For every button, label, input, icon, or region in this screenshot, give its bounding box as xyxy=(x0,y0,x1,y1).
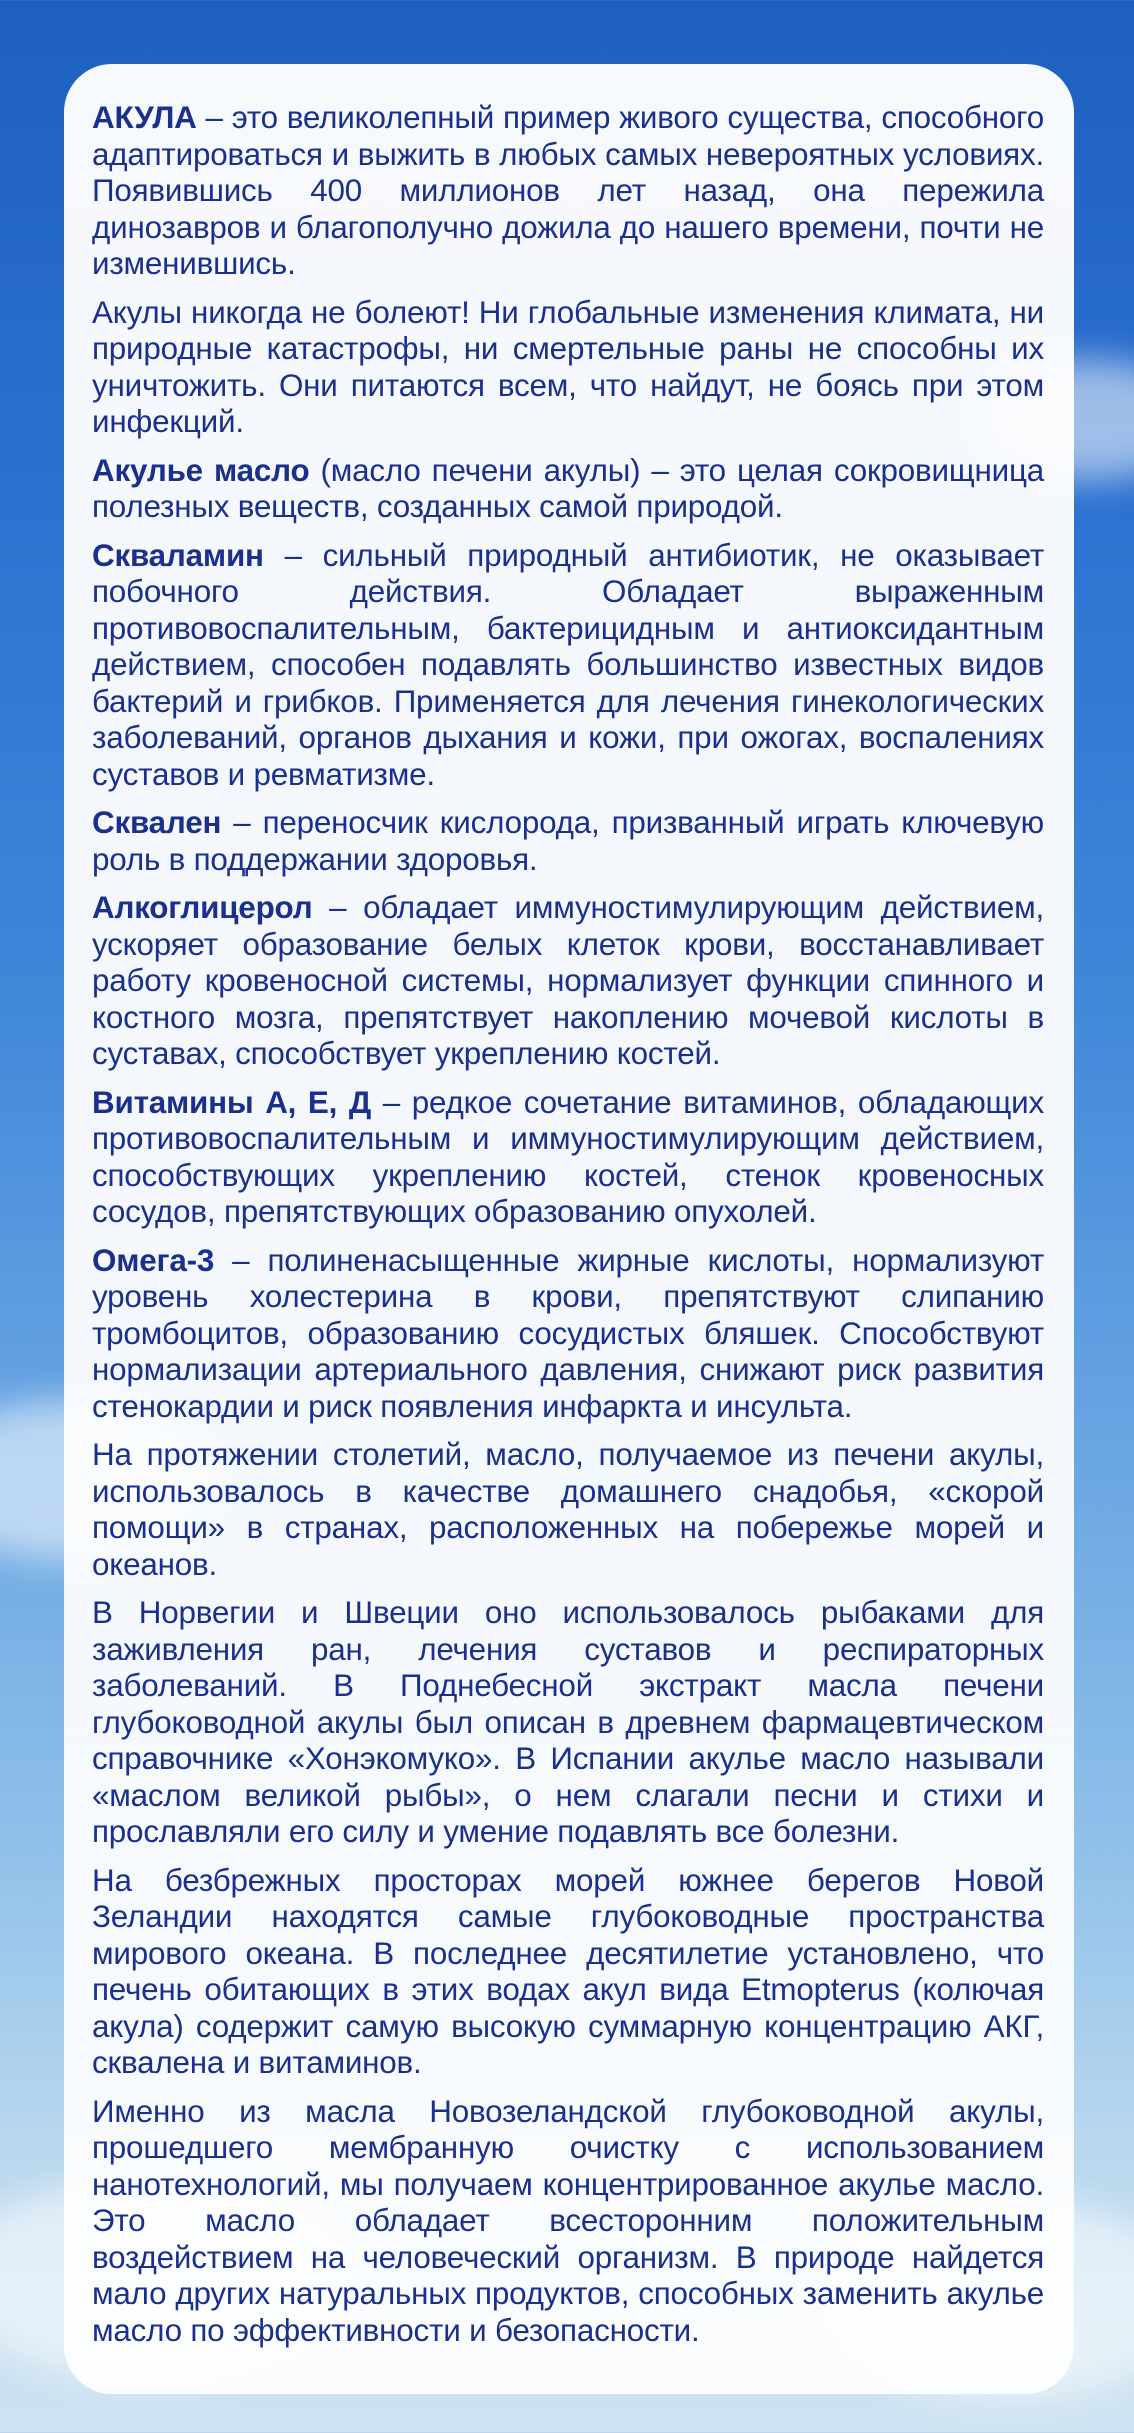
paragraph-lead: Скваламин xyxy=(92,537,264,573)
paragraph-lead: Алкоглицерол xyxy=(92,890,313,925)
paragraph-norway-sweden xyxy=(92,1595,1044,1851)
paragraph-text: – переносчик кислорода, призванный играть ключевую роль в поддержании здоровья. xyxy=(92,805,1044,877)
text-panel xyxy=(64,64,1074,2394)
paragraph-lead: АКУЛА xyxy=(92,100,197,135)
paragraph-lead: Акулье масло xyxy=(92,452,310,488)
paragraph-text: – сильный природный антибиотик, не оказывает побочного действия. Обладает выраженным противовоспалительным, бактерицидным и антиоксидантным действием, способен подавлять большинство известных видов бактерий и грибков. Применяется для лечения гинекологических заболеваний, органов дыхания и кожи, при ожогах, воспалениях суставов и ревматизме. xyxy=(92,537,1044,792)
paragraph-text: Именно из масла Новозеландской глубоководной акулы, прошедшего мембранную очистку с использованием нанотехнологий, мы получаем концентрированное акулье масло. Это масло обладает всесторонним положительным воздействием на человеческий организм. В природе найдется мало других натуральных продуктов, способных заменить акулье масло по эффективности и безопасности. xyxy=(92,2093,1044,2348)
paragraph-new-zealand xyxy=(92,1863,1044,2082)
paragraph-history xyxy=(92,1437,1044,1583)
paragraph-omega3 xyxy=(92,1243,1044,1426)
paragraph-squalene xyxy=(92,805,1044,878)
paragraph-text: На безбрежных просторах морей южнее берегов Новой Зеландии находятся самые глубоководные пространства мирового океана. В последнее десятилетие установлено, что печень обитающих в этих водах акул вида Etmopterus (колючая акула) содержит самую высокую суммарную концентрацию АКГ, сквалена и витаминов. xyxy=(92,1862,1044,2080)
paragraph-text: – обладает иммуностимулирующим действием, ускоряет образование белых клеток крови, восстанавливает работу кровеносной системы, нормализует функции спинного и костного мозга, препятствует накоплению мочевой кислоты в суставах, способствует укреплению костей. xyxy=(92,890,1044,1071)
paragraph-text: – полиненасыщенные жирные кислоты, нормализуют уровень холестерина в крови, препятствуют слипанию тромбоцитов, образованию сосудистых бляшек. Способствуют нормализации артериального давления, снижают риск развития стенокардии и риск появления инфаркта и инсульта. xyxy=(92,1242,1044,1424)
paragraph-lead: Омега-3 xyxy=(92,1242,215,1278)
paragraph-lead: Витамины А, Е, Д xyxy=(92,1084,372,1120)
paragraph-text: – это великолепный пример живого существа, способного адаптироваться и выжить в любых самых невероятных условиях. Появившись 400 миллионов лет назад, она пережила динозавров и благополучно дожила до нашего времени, почти не изменившись. xyxy=(92,100,1044,281)
paragraph-vitamins xyxy=(92,1085,1044,1231)
paragraph-alkylglycerol xyxy=(92,890,1044,1073)
paragraph-squalamine xyxy=(92,538,1044,794)
paragraph-sharks-never-ill xyxy=(92,295,1044,441)
paragraph-text: Акулы никогда не болеют! Ни глобальные изменения климата, ни природные катастрофы, ни смертельные раны не способны их уничтожить. Они питаются всем, что найдут, не боясь при этом инфекций. xyxy=(92,294,1044,439)
paragraph-shark-oil xyxy=(92,453,1044,526)
paragraph-lead: Сквален xyxy=(92,805,222,840)
paragraph-text: (масло печени акулы) – это целая сокровищница полезных веществ, созданных самой природой. xyxy=(92,452,1044,524)
paragraph-text: На протяжении столетий, масло, получаемое из печени акулы, использовалось в качестве домашнего снадобья, «скорой помощи» в странах, расположенных на побережье морей и океанов. xyxy=(92,1437,1044,1582)
paragraph-text: В Норвегии и Швеции оно использовалось рыбаками для заживления ран, лечения суставов и респираторных заболеваний. В Поднебесной экстракт масла печени глубоководной акулы был описан в древнем фармацевтическом справочнике «Хонэкомуко». В Испании акулье масло называли «маслом великой рыбы», о нем слагали песни и стихи и прославляли его силу и умение подавлять все болезни. xyxy=(92,1595,1044,1849)
paragraph-shark-intro xyxy=(92,100,1044,283)
paragraph-product xyxy=(92,2094,1044,2350)
paragraph-text: – редкое сочетание витаминов, обладающих противовоспалительным и иммуностимулирующим действием, способствующих укреплению костей, стенок кровеносных сосудов, препятствующих образованию опухолей. xyxy=(92,1084,1044,1229)
